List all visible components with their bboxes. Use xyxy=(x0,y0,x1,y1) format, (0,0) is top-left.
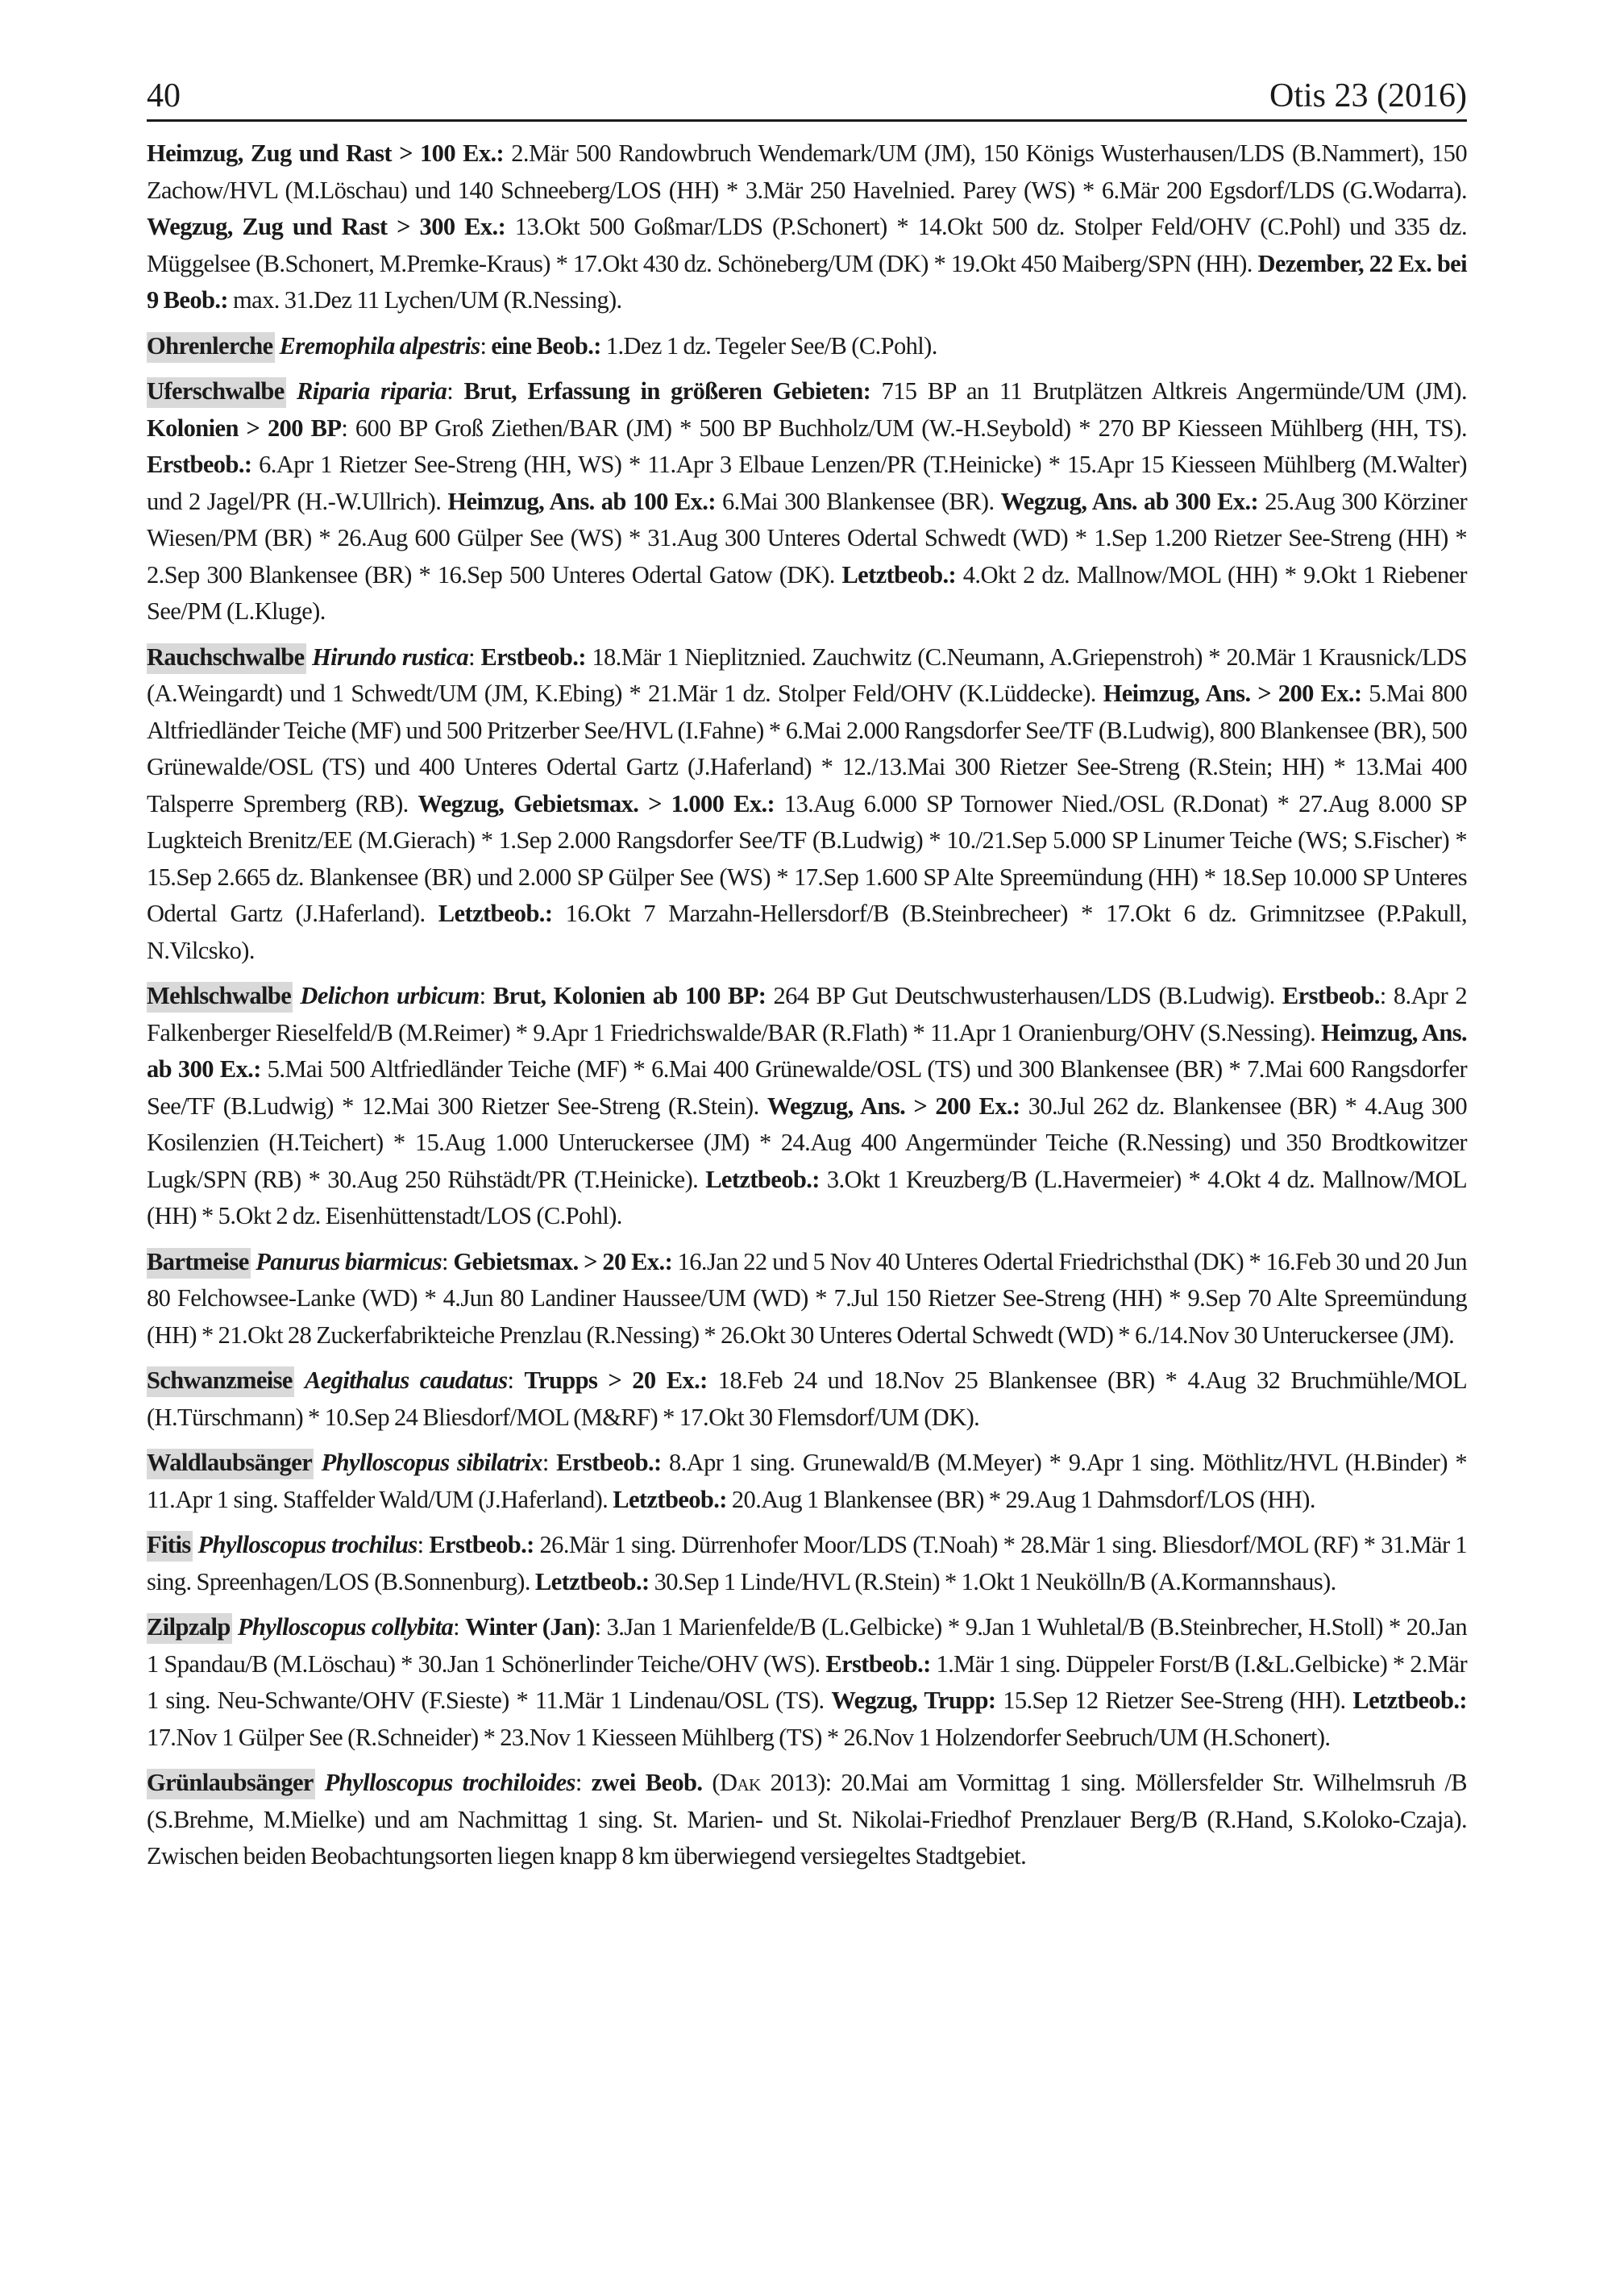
species-entry xyxy=(147,373,1467,630)
bold-label: Trupps > 20 Ex.: xyxy=(524,1366,708,1394)
text: 16.Okt 7 Marzahn-Hellersdorf/B (B.Steinbrecheer) * 17.Okt 6 dz. Grimnitzsee (P.Pakull, N.Vilcsko). xyxy=(147,900,1467,964)
text: 1.Mär 1 sing. Düppeler Forst/B (I.&L.Gelbicke) * 2.Mär 1 sing. Neu-Schwante/OHV (F.Sieste) * 11.Mär 1 Lindenau/OSL (TS). xyxy=(147,1649,1467,1714)
text xyxy=(314,1449,321,1476)
bold-label: Dezember, 22 Ex. bei 9 Beob.: xyxy=(147,249,1467,314)
species-name: Ohrenlerche xyxy=(147,332,275,363)
bold-label: Wegzug, Zug und Rast > 300 Ex.: xyxy=(147,213,506,240)
bold-label: Letztbeob.: xyxy=(705,1165,820,1193)
scientific-name: Aegithalus caudatus xyxy=(305,1366,508,1394)
species-name: Grünlaubsänger xyxy=(147,1769,315,1799)
bold-label: Wegzug, Gebietsmax. > 1.000 Ex.: xyxy=(418,789,775,817)
bold-label: eine Beob.: xyxy=(491,331,601,360)
species-entry xyxy=(147,978,1467,1235)
bold-label: Erstbeob.: xyxy=(825,1649,931,1678)
species-name: Mehlschwalbe xyxy=(147,982,293,1013)
bold-label: Gebietsmax. > 20 Ex.: xyxy=(453,1247,673,1275)
text: 15.Sep 12 Rietzer See-Streng (HH). xyxy=(995,1687,1353,1714)
species-entry xyxy=(147,1362,1467,1436)
text: 13.Aug 6.000 SP Tornower Nied./OSL (R.Donat) * 27.Aug 8.000 SP Lugkteich Brenitz/EE (M.Gierach) * 1.Sep 2.000 Rangsdorfer See/TF (B.Ludwig) * 10./21.Sep 5.000 SP Linumer Teiche (WS; S.Fischer) * 15.Sep 2.665 dz. Blankensee (BR) und 2.000 SP Gülper See (WS) * 17.Sep 1.600 SP Alte Spreemündung (HH) * 18.Sep 10.000 SP Unteres Odertal Gartz (J.Haferland). xyxy=(147,789,1468,927)
small-caps-citation: Dak xyxy=(719,1769,761,1796)
text: 6.Mai 300 Blankensee (BR). xyxy=(715,487,1001,515)
bold-label: Erstbeob. xyxy=(1282,982,1380,1009)
bold-label: Erstbeob.: xyxy=(147,451,252,478)
text: 2013): 20.Mai am Vormittag 1 sing. Möllersfelder Str. Wilhelmsruh /B (S.Brehme, M.Mielke) und am Nachmittag 1 sing. St. Marien- und St. Nikolai-Friedhof Prenzlauer Berg/B (R.Hand, S.Koloko-Czaja). Zwischen beiden Beobachtungsorten liegen knapp 8 km überwiegend versiegeltes Stadtgebiet. xyxy=(147,1769,1467,1870)
bold-label: Wegzug, Ans. ab 300 Ex.: xyxy=(1000,487,1259,515)
text: 6.Apr 1 Rietzer See-Streng (HH, WS) * 11.Apr 3 Elbaue Lenzen/PR (T.Heinicke) * 15.Apr 15 Kiesseen Mühlberg (M.Walter) und 2 Jagel/PR (H.-W.Ullrich). xyxy=(147,451,1467,515)
scientific-name: Phylloscopus trochiloides xyxy=(324,1769,575,1796)
text: 25.Aug 300 Körziner Wiesen/PM (BR) * 26.Aug 600 Gülper See (WS) * 31.Aug 300 Unteres Odertal Schwedt (WD) * 1.Sep 1.200 Rietzer See-Streng (HH) * 2.Sep 300 Blankensee (BR) * 16.Sep 500 Unteres Odertal Gatow (DK). xyxy=(147,487,1468,589)
text: 30.Jul 262 dz. Blankensee (BR) * 4.Aug 300 Kosilenzien (H.Teichert) * 15.Aug 1.000 Unteruckersee (JM) * 24.Aug 400 Angermünder Teiche (R.Nessing) und 350 Brodtkowitzer Lugk/SPN (RB) * 30.Aug 250 Rühstädt/PR (T.Heinicke). xyxy=(147,1092,1467,1193)
text: : xyxy=(447,377,464,405)
text: 13.Okt 500 Goßmar/LDS (P.Schonert) * 14.Okt 500 dz. Stolper Feld/OHV (C.Pohl) und 335 dz. Müggelsee (B.Schonert, M.Premke-Kraus) * 17.Okt 430 dz. Schöneberg/UM (DK) * 19.Okt 450 Maiberg/SPN (HH). xyxy=(147,213,1467,277)
bold-label: Heimzug, Ans. ab 300 Ex.: xyxy=(147,1018,1467,1083)
bold-label: Heimzug, Ans. > 200 Ex.: xyxy=(1103,680,1362,707)
species-entry xyxy=(147,328,1467,365)
text xyxy=(286,377,297,405)
bold-label: Erstbeob.: xyxy=(556,1449,662,1476)
text: 3.Okt 1 Kreuzberg/B (L.Havermeier) * 4.Okt 4 dz. Mallnow/MOL (HH) * 5.Okt 2 dz. Eisenhüttenstadt/LOS (C.Pohl). xyxy=(147,1165,1467,1229)
bold-label: zwei Beob. xyxy=(591,1769,703,1796)
page-header xyxy=(147,63,1467,122)
bold-label: Kolonien > 200 BP xyxy=(147,414,342,442)
bold-label: Brut, Kolonien ab 100 BP: xyxy=(492,982,767,1009)
bold-label: Brut, Erfassung in größeren Gebieten: xyxy=(463,377,871,405)
scientific-name: Hirundo rustica xyxy=(312,643,469,671)
text: 715 BP an 11 Brutplätzen Altkreis Angermünde/UM (JM). xyxy=(870,377,1468,405)
species-name: Waldlaubsänger xyxy=(147,1449,314,1479)
page-number: 40 xyxy=(147,77,181,114)
text xyxy=(306,643,313,671)
bold-label: Wegzug, Ans. > 200 Ex.: xyxy=(767,1092,1020,1120)
text: ( xyxy=(702,1769,720,1796)
text: : xyxy=(417,1531,430,1558)
scientific-name: Panurus biarmicus xyxy=(256,1247,442,1275)
bold-label: Letztbeob.: xyxy=(841,560,957,589)
species-name: Rauchschwalbe xyxy=(147,643,306,674)
text: 2.Mär 500 Randowbruch Wendemark/UM (JM), 150 Königs Wusterhausen/LDS (B.Nammert), 150 Zachow/HVL (M.Löschau) und 140 Schneeberg/LOS (HH) * 3.Mär 250 Havelnied. Parey (WS) * 6.Mär 200 Egsdorf/LDS (G.Wodarra). xyxy=(147,139,1467,204)
species-name: Bartmeise xyxy=(147,1248,251,1279)
species-entry xyxy=(147,1527,1467,1600)
journal-issue: Otis 23 (2016) xyxy=(1269,77,1467,114)
text xyxy=(315,1769,325,1796)
text: : xyxy=(479,982,493,1009)
article-body xyxy=(147,135,1467,1884)
text: 1.Dez 1 dz. Tegeler See/B (C.Pohl). xyxy=(600,331,937,360)
text: 30.Sep 1 Linde/HVL (R.Stein) * 1.Okt 1 Neukölln/B (A.Kormannshaus). xyxy=(649,1567,1336,1595)
bold-label: Erstbeob.: xyxy=(429,1531,534,1558)
text: : xyxy=(453,1613,466,1641)
text: 5.Mai 800 Altfriedländer Teiche (MF) und 500 Pritzerber See/HVL (I.Fahne) * 6.Mai 2.000 Rangsdorfer See/TF (B.Ludwig), 800 Blankensee (BR), 500 Grünewalde/OSL (TS) und 400 Unteres Odertal Gartz (J.Haferland) * 12./13.Mai 300 Rietzer See-Streng (R.Stein; HH) * 13.Mai 400 Talsperre Spremberg (RB). xyxy=(147,680,1467,817)
text: 16.Jan 22 und 5 Nov 40 Unteres Odertal Friedrichsthal (DK) * 16.Feb 30 und 20 Jun 80 Felchowsee-Lanke (WD) * 4.Jun 80 Landiner Haussee/UM (WD) * 7.Jul 150 Rietzer See-Streng (HH) * 9.Sep 70 Alte Spreemündung (HH) * 21.Okt 28 Zuckerfabrikteiche Prenzlau (R.Nessing) * 26.Okt 30 Unteres Odertal Schwedt (WD) * 6./14.Nov 30 Unteruckersee (JM). xyxy=(147,1247,1467,1349)
text: : xyxy=(575,1769,592,1796)
species-entry xyxy=(147,1765,1467,1875)
text: : xyxy=(507,1366,525,1394)
text: 26.Mär 1 sing. Dürrenhofer Moor/LDS (T.Noah) * 28.Mär 1 sing. Bliesdorf/MOL (RF) * 31.Mär 1 sing. Spreenhagen/LOS (B.Sonnenburg). xyxy=(147,1531,1467,1595)
text: : 3.Jan 1 Marienfelde/B (L.Gelbicke) * 9.Jan 1 Wuhletal/B (B.Steinbrecher, H.Stoll) * 20.Jan 1 Spandau/B (M.Löschau) * 30.Jan 1 Schönerlinder Teiche/OHV (WS). xyxy=(147,1613,1467,1678)
text: 20.Aug 1 Blankensee (BR) * 29.Aug 1 Dahmsdorf/LOS (HH). xyxy=(726,1485,1315,1513)
species-entry xyxy=(147,1244,1467,1354)
scientific-name: Phylloscopus trochilus xyxy=(197,1531,418,1558)
species-entry xyxy=(147,1609,1467,1756)
species-entry xyxy=(147,135,1467,319)
species-entry xyxy=(147,639,1467,970)
text: : 600 BP Groß Ziethen/BAR (JM) * 500 BP Buchholz/UM (W.-H.Seybold) * 270 BP Kiesseen Mühlberg (HH, TS). xyxy=(341,414,1467,442)
text: 4.Okt 2 dz. Mallnow/MOL (HH) * 9.Okt 1 Riebener See/PM (L.Kluge). xyxy=(147,560,1467,625)
text: : xyxy=(480,331,492,360)
scientific-name: Eremophila alpestris xyxy=(279,331,480,360)
bold-label: Heimzug, Zug und Rast > 100 Ex.: xyxy=(147,139,505,167)
bold-label: Letztbeob.: xyxy=(534,1567,650,1595)
text: 264 BP Gut Deutschwusterhausen/LDS (B.Ludwig). xyxy=(766,982,1282,1009)
text xyxy=(232,1613,238,1641)
text: 17.Nov 1 Gülper See (R.Schneider) * 23.Nov 1 Kiesseen Mühlberg (TS) * 26.Nov 1 Holzendorfer Seebruch/UM (H.Schonert). xyxy=(147,1723,1331,1751)
bold-label: Letztbeob.: xyxy=(613,1485,727,1513)
bold-label: Letztbeob.: xyxy=(1352,1687,1467,1714)
text xyxy=(294,1366,305,1394)
scientific-name: Riparia riparia xyxy=(297,377,447,405)
text: 18.Feb 24 und 18.Nov 25 Blankensee (BR) * 4.Aug 32 Bruchmühle/MOL (H.Türschmann) * 10.Sep 24 Bliesdorf/MOL (M&RF) * 17.Okt 30 Flemsdorf/UM (DK). xyxy=(147,1366,1468,1431)
text: 8.Apr 1 sing. Grunewald/B (M.Meyer) * 9.Apr 1 sing. Möthlitz/HVL (H.Binder) * 11.Apr 1 sing. Staffelder Wald/UM (J.Haferland). xyxy=(147,1449,1467,1513)
text: : xyxy=(442,1247,454,1275)
text: max. 31.Dez 11 Lychen/UM (R.Nessing). xyxy=(227,286,622,314)
scientific-name: Phylloscopus sibilatrix xyxy=(321,1449,542,1476)
bold-label: Heimzug, Ans. ab 100 Ex.: xyxy=(447,487,716,515)
text: : xyxy=(468,643,481,671)
species-name: Schwanzmeise xyxy=(147,1366,294,1397)
text: : 8.Apr 2 Falkenberger Rieselfeld/B (M.Reimer) * 9.Apr 1 Friedrichswalde/BAR (R.Flath) * 11.Apr 1 Oranienburg/OHV (S.Nessing). xyxy=(147,982,1468,1046)
species-name: Fitis xyxy=(147,1531,193,1562)
bold-label: Letztbeob.: xyxy=(438,900,553,927)
species-name: Uferschwalbe xyxy=(147,377,286,408)
bold-label: Erstbeob.: xyxy=(480,643,586,671)
text: 5.Mai 500 Altfriedländer Teiche (MF) * 6.Mai 400 Grünewalde/OSL (TS) und 300 Blankensee (BR) * 7.Mai 600 Rangsdorfer See/TF (B.Ludwig) * 12.Mai 300 Rietzer See-Streng (R.Stein). xyxy=(147,1055,1467,1120)
species-name: Zilpzalp xyxy=(147,1613,232,1644)
scientific-name: Phylloscopus collybita xyxy=(237,1613,454,1641)
scientific-name: Delichon urbicum xyxy=(300,982,480,1009)
bold-label: Winter (Jan) xyxy=(465,1613,595,1641)
text: 18.Mär 1 Nieplitznied. Zauchwitz (C.Neumann, A.Griepenstroh) * 20.Mär 1 Krausnick/LDS (A.Weingardt) und 1 Schwedt/UM (JM, K.Ebing) * 21.Mär 1 dz. Stolper Feld/OHV (K.Lüddecke). xyxy=(147,643,1468,707)
text: : xyxy=(542,1449,557,1476)
bold-label: Wegzug, Trupp: xyxy=(831,1687,996,1714)
species-entry xyxy=(147,1445,1467,1518)
